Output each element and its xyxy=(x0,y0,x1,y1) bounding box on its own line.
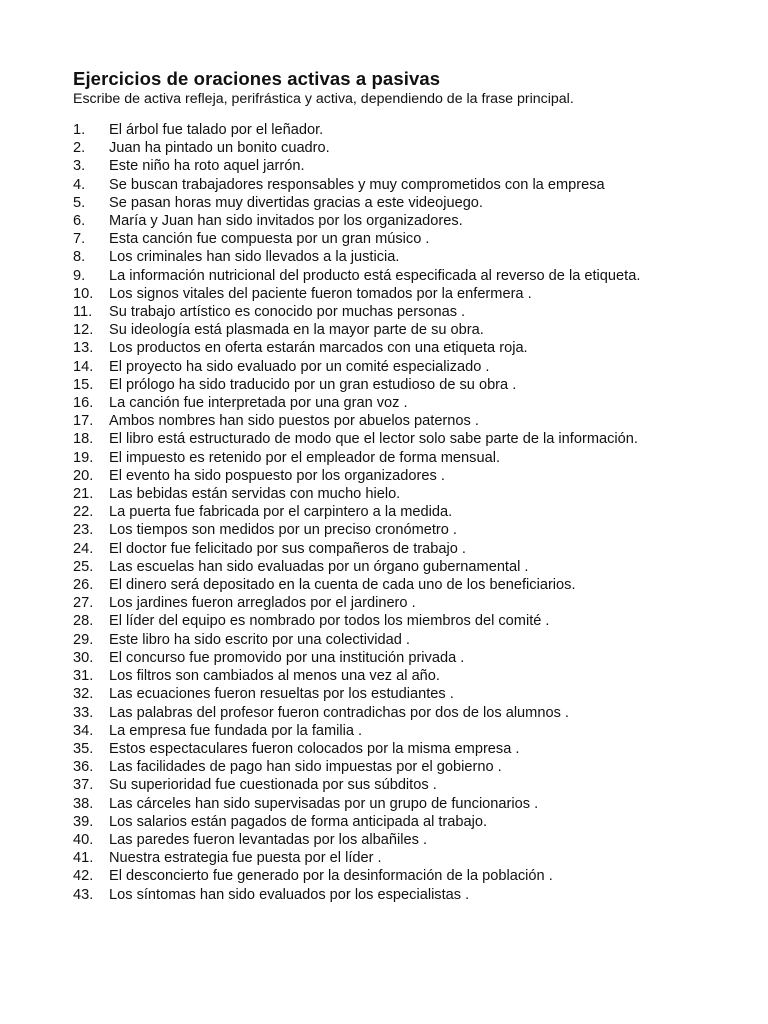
list-item xyxy=(73,886,693,904)
list-item xyxy=(73,267,693,285)
list-item xyxy=(73,704,693,722)
list-item xyxy=(73,303,693,321)
item-number: 14. xyxy=(73,358,94,375)
list-item xyxy=(73,248,693,266)
item-number: 32. xyxy=(73,686,94,703)
list-item xyxy=(73,139,693,157)
list-item xyxy=(73,540,693,558)
list-item xyxy=(73,667,693,685)
list-item xyxy=(73,358,693,376)
item-sentence: Su superioridad fue cuestionada por sus súbditos . xyxy=(109,777,437,794)
list-item xyxy=(73,758,693,776)
item-number: 1. xyxy=(73,122,86,138)
item-number: 15. xyxy=(73,376,94,393)
item-number: 26. xyxy=(73,577,94,594)
list-item xyxy=(73,631,693,649)
item-number: 18. xyxy=(73,431,94,448)
item-number: 5. xyxy=(73,194,86,211)
item-sentence: Los jardines fueron arreglados por el jardinero . xyxy=(109,595,416,612)
list-item xyxy=(73,685,693,703)
list-item xyxy=(73,740,693,758)
list-item xyxy=(73,831,693,849)
item-sentence: El libro está estructurado de modo que el lector solo sabe parte de la información. xyxy=(109,431,638,448)
list-item xyxy=(73,394,693,412)
item-number: 12. xyxy=(73,322,94,339)
item-number: 34. xyxy=(73,722,94,739)
item-sentence: Se pasan horas muy divertidas gracias a este videojuego. xyxy=(109,194,483,211)
item-sentence: El árbol fue talado por el leñador. xyxy=(109,122,324,138)
item-number: 9. xyxy=(73,267,86,284)
item-sentence: Las palabras del profesor fueron contradichas por dos de los alumnos . xyxy=(109,704,569,721)
item-sentence: La información nutricional del producto está especificada al reverso de la etiqueta. xyxy=(109,267,641,284)
item-number: 42. xyxy=(73,868,94,885)
list-item xyxy=(73,649,693,667)
item-sentence: Las escuelas han sido evaluadas por un órgano gubernamental . xyxy=(109,558,529,575)
item-sentence: La canción fue interpretada por una gran voz . xyxy=(109,395,408,412)
list-item xyxy=(73,230,693,248)
item-sentence: Esta canción fue compuesta por un gran músico . xyxy=(109,231,430,248)
list-item xyxy=(73,157,693,175)
item-sentence: María y Juan han sido invitados por los organizadores. xyxy=(109,213,463,230)
list-item xyxy=(73,467,693,485)
item-sentence: Las bebidas están servidas con mucho hielo. xyxy=(109,486,401,503)
item-number: 7. xyxy=(73,231,86,248)
item-sentence: Se buscan trabajadores responsables y muy comprometidos con la empresa xyxy=(109,176,605,193)
page-title: Ejercicios de oraciones activas a pasivas xyxy=(73,68,441,89)
list-item xyxy=(73,339,693,357)
item-sentence: El doctor fue felicitado por sus compañeros de trabajo . xyxy=(109,540,466,557)
item-number: 6. xyxy=(73,213,86,230)
item-sentence: Las facilidades de pago han sido impuestas por el gobierno . xyxy=(109,759,502,776)
item-number: 27. xyxy=(73,595,94,612)
item-number: 31. xyxy=(73,668,94,685)
list-item xyxy=(73,521,693,539)
item-number: 29. xyxy=(73,631,94,648)
item-sentence: Los signos vitales del paciente fueron tomados por la enfermera . xyxy=(109,285,532,302)
list-item xyxy=(73,176,693,194)
item-sentence: Este libro ha sido escrito por una colectividad . xyxy=(109,631,410,648)
item-number: 20. xyxy=(73,467,94,484)
list-item xyxy=(73,594,693,612)
item-number: 37. xyxy=(73,777,94,794)
item-sentence: El dinero será depositado en la cuenta de cada uno de los beneficiarios. xyxy=(109,577,576,594)
item-sentence: Estos espectaculares fueron colocados por la misma empresa . xyxy=(109,740,520,757)
item-number: 38. xyxy=(73,795,94,812)
list-item xyxy=(73,795,693,813)
item-sentence: Ambos nombres han sido puestos por abuelos paternos . xyxy=(109,413,479,430)
list-item xyxy=(73,576,693,594)
list-item xyxy=(73,722,693,740)
item-number: 16. xyxy=(73,395,94,412)
item-sentence: Los criminales han sido llevados a la justicia. xyxy=(109,249,400,266)
list-item xyxy=(73,121,693,139)
list-item xyxy=(73,285,693,303)
item-sentence: Su trabajo artístico es conocido por muchas personas . xyxy=(109,304,466,321)
list-item xyxy=(73,449,693,467)
item-number: 28. xyxy=(73,613,94,630)
item-sentence: La empresa fue fundada por la familia . xyxy=(109,722,363,739)
list-item xyxy=(73,321,693,339)
item-sentence: Nuestra estrategia fue puesta por el líder . xyxy=(109,850,382,867)
item-sentence: El evento ha sido pospuesto por los organizadores . xyxy=(109,467,445,484)
item-number: 21. xyxy=(73,486,94,503)
item-sentence: El desconcierto fue generado por la desinformación de la población . xyxy=(109,868,553,885)
item-number: 40. xyxy=(73,831,94,848)
list-item xyxy=(73,776,693,794)
item-sentence: Los productos en oferta estarán marcados con una etiqueta roja. xyxy=(109,340,528,357)
item-number: 11. xyxy=(73,304,93,321)
item-sentence: El prólogo ha sido traducido por un gran estudioso de su obra . xyxy=(109,376,517,393)
item-number: 30. xyxy=(73,649,94,666)
item-number: 35. xyxy=(73,740,94,757)
list-item xyxy=(73,412,693,430)
item-number: 33. xyxy=(73,704,94,721)
list-item xyxy=(73,867,693,885)
list-item xyxy=(73,194,693,212)
item-number: 22. xyxy=(73,504,94,521)
item-sentence: El proyecto ha sido evaluado por un comité especializado . xyxy=(109,358,490,375)
list-item xyxy=(73,813,693,831)
item-number: 41. xyxy=(73,850,94,867)
item-number: 17. xyxy=(73,413,94,430)
item-sentence: El líder del equipo es nombrado por todos los miembros del comité . xyxy=(109,613,550,630)
item-sentence: Su ideología está plasmada en la mayor parte de su obra. xyxy=(109,322,484,339)
item-number: 4. xyxy=(73,176,86,193)
list-item xyxy=(73,503,693,521)
item-sentence: Los salarios están pagados de forma anticipada al trabajo. xyxy=(109,813,488,830)
item-sentence: Las paredes fueron levantadas por los albañiles . xyxy=(109,831,428,848)
item-sentence: Juan ha pintado un bonito cuadro. xyxy=(109,140,330,157)
item-sentence: Los filtros son cambiados al menos una vez al año. xyxy=(109,668,440,685)
item-number: 10. xyxy=(73,285,94,302)
item-number: 2. xyxy=(73,140,86,157)
item-number: 3. xyxy=(73,158,86,175)
item-sentence: El impuesto es retenido por el empleador de forma mensual. xyxy=(109,449,500,466)
item-sentence: Las cárceles han sido supervisadas por un grupo de funcionarios . xyxy=(109,795,539,812)
item-sentence: Los tiempos son medidos por un preciso cronómetro . xyxy=(109,522,457,539)
list-item xyxy=(73,376,693,394)
item-number: 43. xyxy=(73,886,94,903)
item-sentence: Las ecuaciones fueron resueltas por los estudiantes . xyxy=(109,686,454,703)
list-item xyxy=(73,430,693,448)
list-item xyxy=(73,612,693,630)
list-item xyxy=(73,558,693,576)
item-sentence: Los síntomas han sido evaluados por los especialistas . xyxy=(109,886,470,903)
item-number: 13. xyxy=(73,340,94,357)
item-sentence: Este niño ha roto aquel jarrón. xyxy=(109,158,305,175)
page-subtitle: Escribe de activa refleja, perifrástica y activa, dependiendo de la frase principal. xyxy=(73,91,574,107)
list-item xyxy=(73,485,693,503)
item-number: 25. xyxy=(73,558,94,575)
item-number: 24. xyxy=(73,540,94,557)
exercise-list xyxy=(73,121,693,904)
item-number: 19. xyxy=(73,449,94,466)
item-number: 36. xyxy=(73,759,94,776)
list-item xyxy=(73,212,693,230)
item-sentence: La puerta fue fabricada por el carpintero a la medida. xyxy=(109,504,453,521)
list-item xyxy=(73,849,693,867)
item-number: 23. xyxy=(73,522,94,539)
item-number: 39. xyxy=(73,813,94,830)
item-number: 8. xyxy=(73,249,86,266)
item-sentence: El concurso fue promovido por una institución privada . xyxy=(109,649,465,666)
